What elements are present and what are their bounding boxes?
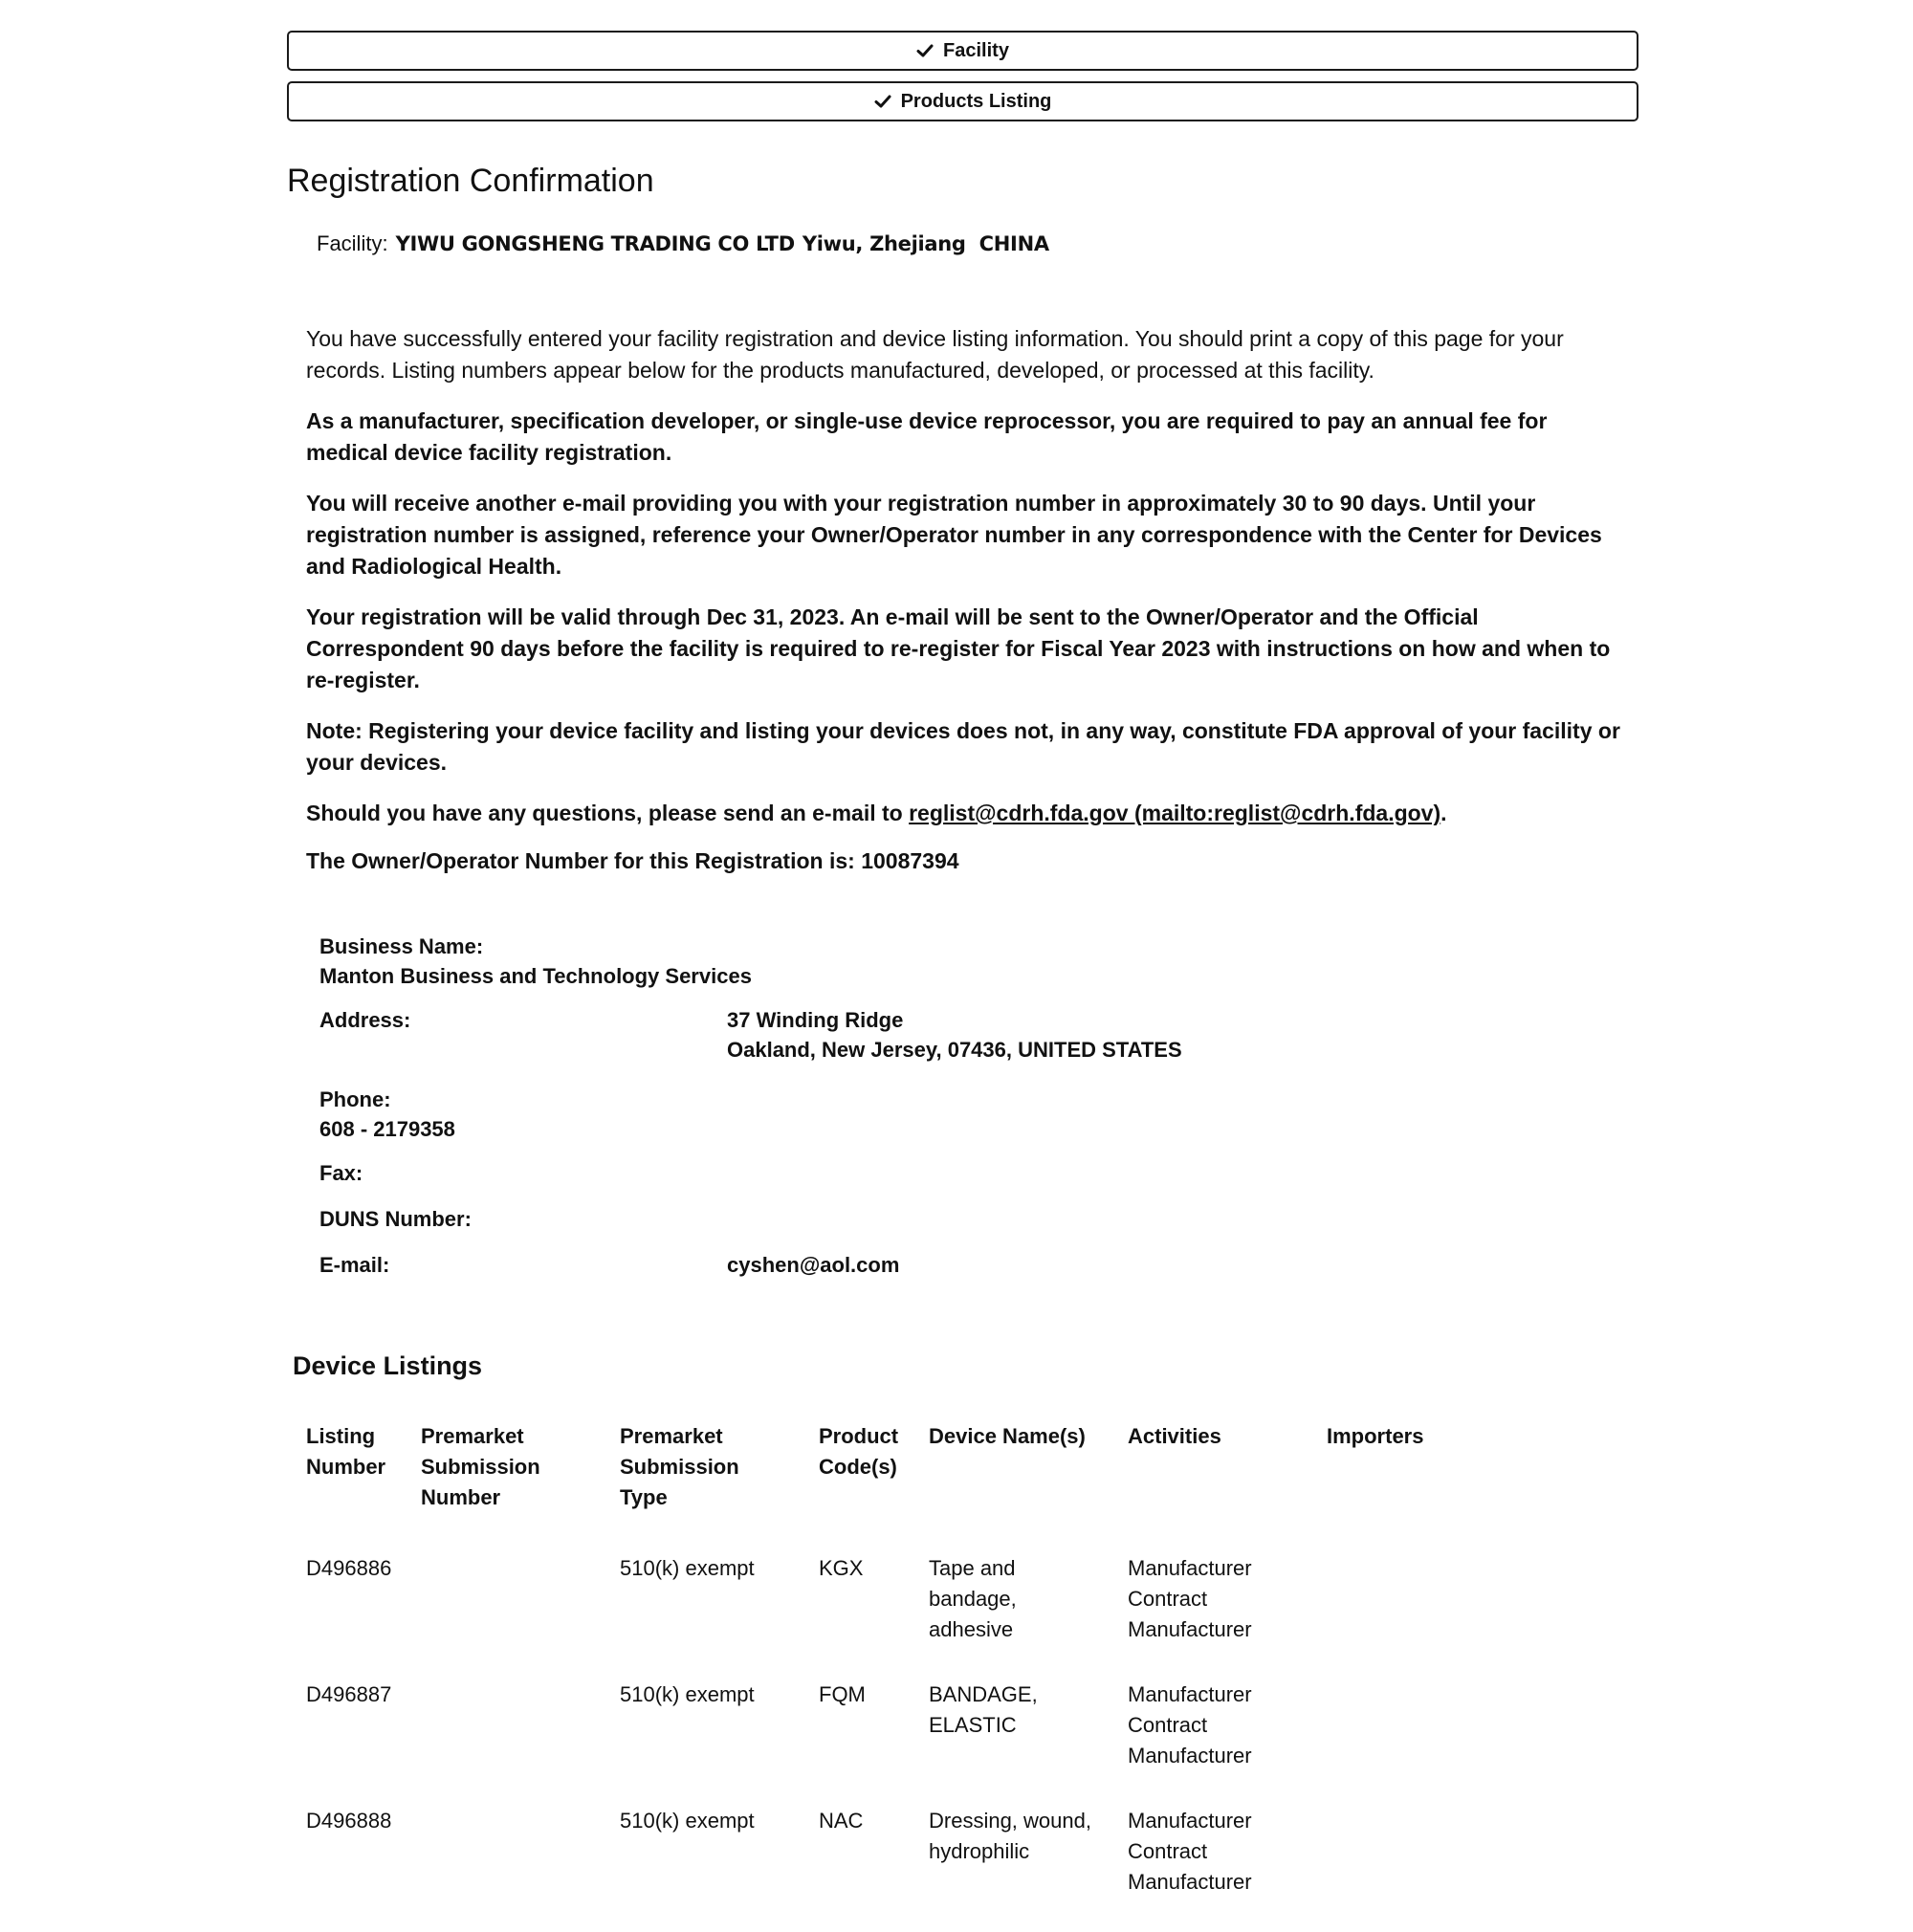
email-row (319, 1250, 1626, 1280)
listing-number: D496886 (306, 1555, 392, 1580)
questions-prefix: Should you have any questions, please send an e-mail to (306, 800, 910, 825)
premarket-type: 510(k) exempt (620, 1555, 755, 1580)
business-name-block (319, 932, 1626, 991)
header-device-name: Device Name(s) (929, 1423, 1086, 1448)
address-line-1: 37 Winding Ridge (727, 1007, 904, 1032)
page-title: Registration Confirmation (287, 163, 654, 199)
fee-notice: As a manufacturer, specification developer, or single-use device reprocessor, you are required to pay an annual fee for medical device facility registration. (306, 407, 1548, 465)
duns-label: DUNS Number: (319, 1206, 472, 1231)
email-value: cyshen@aol.com (727, 1252, 900, 1277)
premarket-number (421, 1553, 620, 1680)
facility-label: Facility: (317, 231, 388, 255)
premarket-number (421, 1680, 620, 1806)
facility-country: CHINA (978, 231, 1049, 255)
facility-step-button[interactable] (287, 31, 1638, 71)
products-listing-step-label: Products Listing (900, 90, 1052, 112)
confirmation-content (306, 323, 1626, 1280)
address-line-2: Oakland, New Jersey, 07436, UNITED STATES (727, 1037, 1182, 1062)
facility-name: YIWU GONGSHENG TRADING CO LTD (395, 231, 795, 255)
questions-notice (306, 798, 1626, 829)
table-row (306, 1553, 1499, 1680)
registration-email-notice: You will receive another e-mail providing you with your registration number in approximately 30 to 90 days. Until your registration number is assigned, reference your Owner/Operator number in any correspondence with the Center for Devices and Radiological Health. (306, 490, 1602, 579)
business-name-value: Manton Business and Technology Services (319, 963, 752, 988)
header-premarket-type: Premarket Submission Type (620, 1423, 739, 1509)
header-activities: Activities (1128, 1423, 1221, 1448)
activities: Manufacturer Contract Manufacturer (1128, 1681, 1252, 1767)
page-container (287, 31, 1638, 1932)
business-details (319, 932, 1626, 1280)
facility-summary (317, 231, 1638, 256)
importers (1327, 1553, 1499, 1680)
phone-block (319, 1085, 1626, 1144)
reglist-email-link[interactable]: reglist@cdrh.fda.gov (mailto:reglist@cdrh.fda.gov) (909, 800, 1441, 825)
product-code: FQM (819, 1681, 866, 1706)
check-icon (874, 93, 891, 110)
table-row (306, 1680, 1499, 1806)
header-listing-number: Listing Number (306, 1423, 386, 1479)
device-listings-title: Device Listings (293, 1350, 483, 1380)
address-label: Address: (319, 1007, 411, 1032)
fax-row (319, 1158, 1626, 1188)
facility-step-label: Facility (943, 39, 1009, 61)
product-code: NAC (819, 1808, 864, 1833)
check-icon (916, 42, 934, 59)
device-listings-table (306, 1421, 1499, 1932)
phone-label: Phone: (319, 1087, 391, 1111)
device-name: BANDAGE, ELASTIC (929, 1681, 1038, 1737)
intro-text: You have successfully entered your facility registration and device listing information. You should print a copy of this page for your records. Listing numbers appear below for the products manufactured, developed, or processed at this facility. (306, 325, 1564, 383)
activities: Manufacturer Contract Manufacturer (1128, 1808, 1252, 1894)
duns-row (319, 1204, 1626, 1234)
listing-number: D496888 (306, 1808, 392, 1833)
listing-number: D496887 (306, 1681, 392, 1706)
validity-notice: Your registration will be valid through Dec 31, 2023. An e-mail will be sent to the Owner/Operator and the Official Correspondent 90 days before the facility is required to re-register for Fiscal Year 2023 with instructions on how and when to re-register. (306, 604, 1611, 692)
business-name-label: Business Name: (319, 933, 484, 958)
owner-operator-number: The Owner/Operator Number for this Registration is: 10087394 (306, 847, 959, 873)
product-code: KGX (819, 1555, 864, 1580)
header-importers: Importers (1327, 1423, 1424, 1448)
header-product-code: Product Code(s) (819, 1423, 899, 1479)
address-value (727, 1005, 1182, 1065)
device-name: Dressing, wound, hydrophilic (929, 1808, 1091, 1863)
table-header-row (306, 1421, 1499, 1553)
importers (1327, 1680, 1499, 1806)
phone-value: 608 - 2179358 (319, 1116, 455, 1141)
premarket-type: 510(k) exempt (620, 1681, 755, 1706)
products-listing-step-button[interactable] (287, 81, 1638, 121)
email-label: E-mail: (319, 1252, 390, 1277)
fda-approval-note: Note: Registering your device facility and listing your devices does not, in any way, constitute FDA approval of your facility or your devices. (306, 717, 1620, 775)
facility-city: Yiwu, Zhejiang (802, 231, 966, 255)
header-premarket-number: Premarket Submission Number (421, 1423, 540, 1509)
premarket-type: 510(k) exempt (620, 1808, 755, 1833)
device-name: Tape and bandage, adhesive (929, 1555, 1017, 1641)
fax-label: Fax: (319, 1160, 363, 1185)
questions-suffix: . (1440, 800, 1447, 825)
address-row (319, 1005, 1626, 1065)
activities: Manufacturer Contract Manufacturer (1128, 1555, 1252, 1641)
